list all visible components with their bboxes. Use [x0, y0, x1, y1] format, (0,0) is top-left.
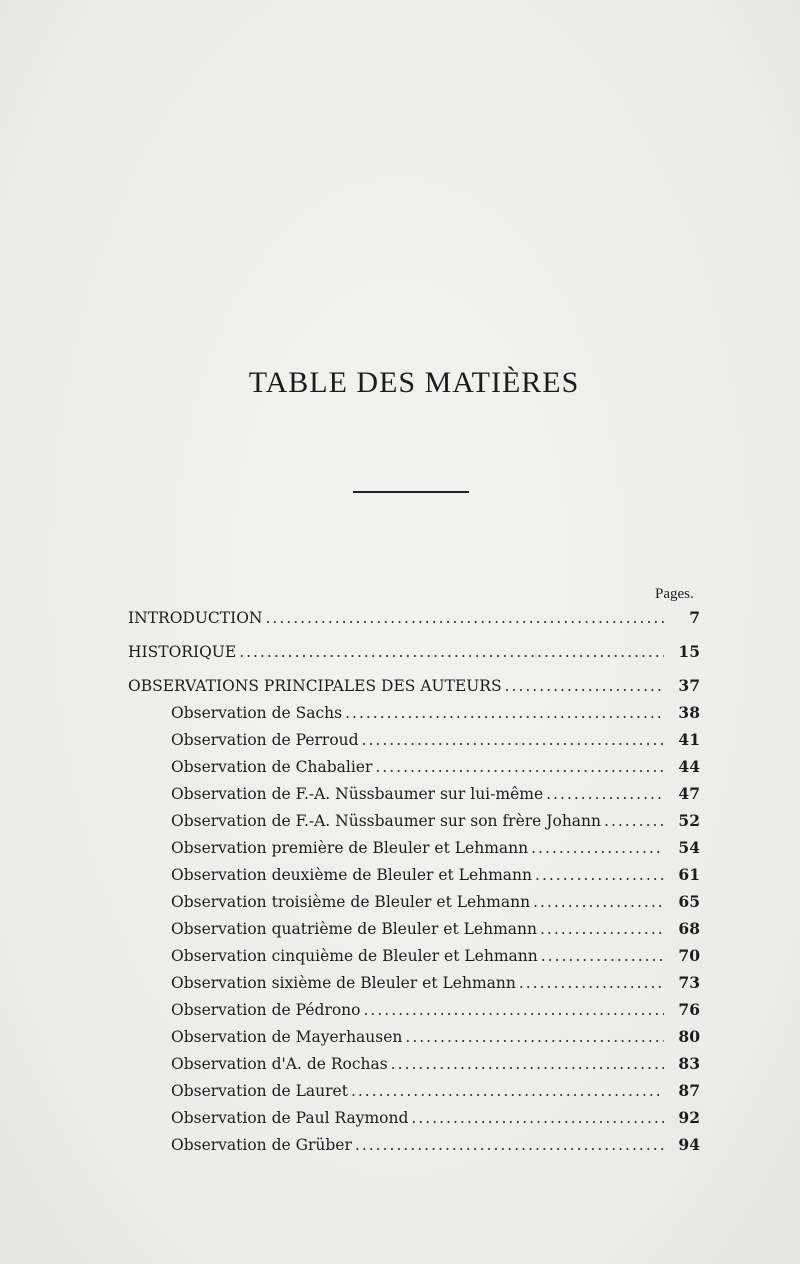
- toc-entry-label: Observation de Perroud: [171, 731, 359, 749]
- dot-leader: [351, 1078, 664, 1105]
- toc-entry-label: INTRODUCTION: [128, 609, 263, 627]
- toc-entry: [128, 996, 700, 1023]
- toc-entry: [128, 942, 700, 969]
- dot-leader: [345, 700, 664, 727]
- dot-leader: [405, 1024, 664, 1051]
- toc-entry-page: 83: [678, 1054, 700, 1073]
- toc-entry: [128, 604, 700, 631]
- toc-entry-page: 87: [678, 1081, 700, 1100]
- toc-entry-page: 15: [678, 642, 700, 661]
- toc-entry-label: Observation quatrième de Bleuler et Lehmann: [171, 920, 537, 938]
- dot-leader: [375, 754, 664, 781]
- dot-leader: [355, 1132, 664, 1159]
- page-title: TABLE DES MATIÈRES: [248, 366, 580, 399]
- toc-entry-page: 44: [678, 757, 700, 776]
- dot-leader: [604, 808, 664, 835]
- toc-entry-label: HISTORIQUE: [128, 643, 237, 661]
- dot-leader: [505, 673, 664, 700]
- toc-entry-page: 68: [678, 919, 700, 938]
- dot-leader: [540, 916, 664, 943]
- toc-entry: [128, 834, 700, 861]
- toc-entry-label: Observation de Mayerhausen: [171, 1028, 403, 1046]
- dot-leader: [362, 727, 664, 754]
- toc-entry-label: Observation de Sachs: [171, 704, 343, 722]
- toc-entry-page: 47: [678, 784, 700, 803]
- toc-entry-label: Observation sixième de Bleuler et Lehmann: [171, 974, 516, 992]
- toc-entry: [128, 888, 700, 915]
- toc-entry-page: 52: [678, 811, 700, 830]
- dot-leader: [546, 781, 664, 808]
- toc-entry-label: Observation de Grüber: [171, 1136, 352, 1154]
- toc-entry: [128, 672, 700, 699]
- toc-entry-page: 61: [678, 865, 700, 884]
- toc-entry: [128, 915, 700, 942]
- toc-entry: [128, 969, 700, 996]
- dot-leader: [519, 970, 664, 997]
- toc-entry-page: 54: [678, 838, 700, 857]
- toc-entry-label: Observation de Paul Raymond: [171, 1109, 409, 1127]
- dot-leader: [533, 889, 664, 916]
- toc-entry-page: 7: [689, 608, 700, 627]
- toc-entry-label: Observation de F.-A. Nüssbaumer sur lui-même: [171, 785, 544, 803]
- toc-entry: [128, 1104, 700, 1131]
- dot-leader: [531, 835, 664, 862]
- toc-entry-page: 37: [678, 676, 700, 695]
- toc-entry: [128, 753, 700, 780]
- toc-entry-label: Observation de Pédrono: [171, 1001, 361, 1019]
- toc-entry: [128, 861, 700, 888]
- dot-leader: [411, 1105, 664, 1132]
- toc-entry: [128, 1050, 700, 1077]
- dot-leader: [265, 605, 664, 632]
- toc-entry-label: Observation de F.-A. Nüssbaumer sur son frère Johann: [171, 812, 602, 830]
- toc-entry: [128, 1077, 700, 1104]
- toc-entry: [128, 638, 700, 665]
- toc-entry-label: Observation de Lauret: [171, 1082, 348, 1100]
- toc-entry-label: Observation d'A. de Rochas: [171, 1055, 388, 1073]
- pages-column-label: Pages.: [655, 586, 694, 602]
- toc-entry-label: Observation première de Bleuler et Lehmann: [171, 839, 529, 857]
- toc-entry-page: 92: [678, 1108, 700, 1127]
- table-of-contents: [128, 604, 700, 1158]
- toc-entry: [128, 780, 700, 807]
- toc-entry: [128, 726, 700, 753]
- toc-entry: [128, 807, 700, 834]
- toc-entry-label: Observation troisième de Bleuler et Lehmann: [171, 893, 531, 911]
- dot-leader: [364, 997, 665, 1024]
- dot-leader: [541, 943, 664, 970]
- dot-leader: [239, 639, 664, 666]
- toc-entry: [128, 1023, 700, 1050]
- toc-entry-page: 76: [678, 1000, 700, 1019]
- toc-entry-page: 94: [678, 1135, 700, 1154]
- toc-entry: [128, 1131, 700, 1158]
- toc-entry-label: OBSERVATIONS PRINCIPALES DES AUTEURS: [128, 677, 502, 695]
- toc-entry-label: Observation de Chabalier: [171, 758, 373, 776]
- toc-entry-page: 65: [678, 892, 700, 911]
- dot-leader: [391, 1051, 664, 1078]
- toc-entry-page: 80: [678, 1027, 700, 1046]
- toc-entry-page: 73: [678, 973, 700, 992]
- title-divider: [353, 491, 469, 493]
- toc-entry-page: 38: [678, 703, 700, 722]
- toc-entry-label: Observation deuxième de Bleuler et Lehmann: [171, 866, 533, 884]
- toc-entry: [128, 699, 700, 726]
- toc-entry-page: 41: [678, 730, 700, 749]
- toc-entry-page: 70: [678, 946, 700, 965]
- dot-leader: [535, 862, 664, 889]
- toc-entry-label: Observation cinquième de Bleuler et Lehmann: [171, 947, 538, 965]
